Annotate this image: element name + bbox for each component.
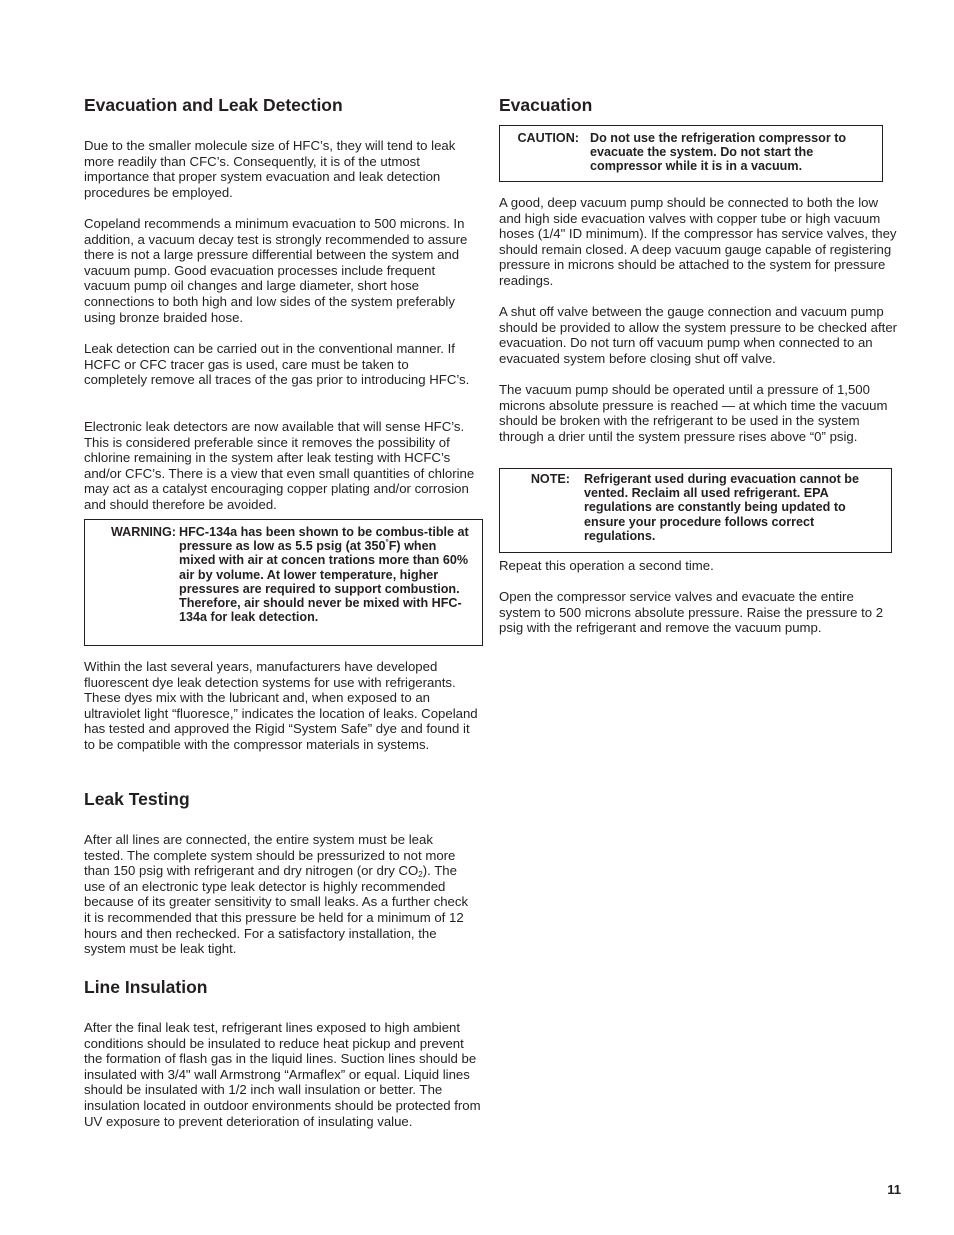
note-label: NOTE: xyxy=(530,472,570,486)
section-heading-line-insulation: Line Insulation xyxy=(84,977,208,997)
paragraph: After all lines are connected, the entire system must be leak tested. The complete system should be pressurized to not more than 150 psig with refrigerant and dry nitrogen (or dry $CO_2$). The use of an electronic type leak detector is highly recommended because of its greater sensitivity to small leaks. As a further check it is recommended that this pressure be held for a minimum of 12 hours and then rechecked. For a satisfactory installation, the system must be leak tight. xyxy=(84,832,469,957)
paragraph: Leak detection can be carried out in the conventional manner. If HCFC or CFC tracer gas is used, care must be taken to completely remove all traces of the gas prior to introducing HFC’s. xyxy=(84,341,470,388)
section-heading-evacuation-leak-detection: Evacuation and Leak Detection xyxy=(84,95,343,115)
note-box xyxy=(499,468,892,553)
paragraph: Due to the smaller molecule size of HFC’s, they will tend to leak more readily than CFC’s. Consequently, it is of the utmost importance that proper system evacuation and leak detection procedures be employed. xyxy=(84,138,456,200)
paragraph: A shut off valve between the gauge connection and vacuum pump should be provided to allow the system pressure to be checked after evacuation. Do not turn off vacuum pump when connected to an evacuated system before closing shut off valve. xyxy=(499,304,898,366)
warning-text: HFC-134a has been shown to be combus-tible at pressure as low as 5.5 psig (at 350°F) when mixed with air at concen trations more than 60% air by volume. At lower temperature, higher pressures are required to support combustion. Therefore, air should never be mixed with HFC-134a for leak detection. xyxy=(179,525,469,625)
paragraph: Copeland recommends a minimum evacuation to 500 microns. In addition, a vacuum decay test is strongly recommended to assure there is not a large pressure differential between the system and vacuum pump. Good evacuation processes include frequent vacuum pump oil changes and large diameter, short hose connections to both high and low sides of the system preferably using bronze braided hose. xyxy=(84,216,468,325)
warning-label: WARNING: xyxy=(110,525,176,539)
paragraph: Open the compressor service valves and evacuate the entire system to 500 microns absolute pressure. Raise the pressure to 2 psig with the refrigerant and remove the vacuum pump. xyxy=(499,589,884,636)
page-number: 11 xyxy=(887,1182,901,1197)
caution-label: CAUTION: xyxy=(517,131,579,145)
paragraph: A good, deep vacuum pump should be connected to both the low and high side evacuation valves with copper tube or high vacuum hoses (1/4" ID minimum). If the compressor has service valves, they should remain closed. A deep vacuum gauge capable of registering pressure in microns should be attached to the system for pressure readings. xyxy=(499,195,897,288)
paragraph: Repeat this operation a second time. xyxy=(499,558,714,573)
warning-box xyxy=(84,519,483,646)
note-text: Refrigerant used during evacuation cannot be vented. Reclaim all used refrigerant. EPA regulations are constantly being updated to ensure your procedure follows correct regulations. xyxy=(584,472,860,543)
paragraph: The vacuum pump should be operated until a pressure of 1,500 microns absolute pressure is reached — at which time the vacuum should be broken with the refrigerant to be used in the system through a drier until the system pressure rises above “0” psig. xyxy=(499,382,888,444)
section-heading-evacuation: Evacuation xyxy=(499,95,593,115)
caution-text: Do not use the refrigeration compressor to evacuate the system. Do not start the compressor while it is in a vacuum. xyxy=(590,131,847,174)
paragraph: After the final leak test, refrigerant lines exposed to high ambient conditions should be insulated to reduce heat pickup and prevent the formation of flash gas in the liquid lines. Suction lines should be insulated with 3/4" wall Armstrong “Armaflex” or equal. Liquid lines should be insulated with 1/2 inch wall insulation or better. The insulation located in outdoor environments should be protected from UV exposure to prevent deterioration of insulating value. xyxy=(84,1020,481,1129)
paragraph: Electronic leak detectors are now available that will sense HFC’s. This is considered preferable since it removes the possibility of chlorine remaining in the system after leak testing with HCFC’s and/or CFC’s. There is a view that even small quantities of chlorine may act as a catalyst encouraging copper plating and/or corrosion and should therefore be avoided. xyxy=(84,419,475,512)
paragraph: Within the last several years, manufacturers have developed fluorescent dye leak detection systems for use with refrigerants. These dyes mix with the lubricant and, when exposed to an ultraviolet light “fluoresce,” indicates the location of leaks. Copeland has tested and approved the Rigid “System Safe” dye and found it to be compatible with the compressor materials in systems. xyxy=(84,659,478,752)
section-heading-leak-testing: Leak Testing xyxy=(84,789,190,809)
caution-box xyxy=(499,125,883,182)
